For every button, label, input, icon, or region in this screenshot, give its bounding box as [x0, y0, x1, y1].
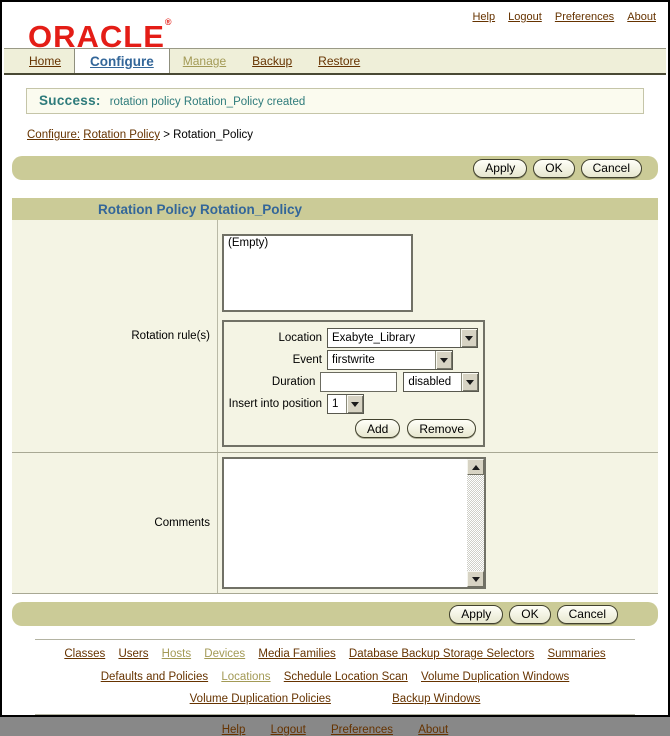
arrow-up-icon	[472, 465, 480, 470]
comments-textarea[interactable]	[222, 457, 486, 589]
header	[2, 2, 668, 54]
position-select[interactable]	[327, 394, 364, 414]
form-header	[12, 198, 658, 220]
chevron-down-icon	[440, 358, 448, 363]
breadcrumb-link-configure[interactable]: Configure:	[27, 129, 81, 141]
footer-link-backup-windows[interactable]: Backup Windows	[392, 693, 481, 705]
breadcrumb-link-rotation-policy[interactable]: Rotation Policy	[83, 129, 160, 141]
location-select-button[interactable]	[460, 329, 477, 347]
footer-links-row-1	[2, 646, 668, 663]
add-button[interactable]: Add	[355, 419, 400, 438]
footer-link-volume-duplication-windows[interactable]: Volume Duplication Windows	[421, 670, 570, 683]
footer-link-schedule-location-scan[interactable]: Schedule Location Scan	[283, 670, 408, 683]
position-row	[224, 394, 479, 414]
location-row	[224, 328, 479, 348]
listbox-empty-text: (Empty)	[228, 237, 269, 249]
success-banner	[26, 88, 644, 114]
form-body	[12, 220, 658, 594]
comments-field	[218, 453, 658, 593]
duration-row	[224, 372, 479, 392]
success-prefix: Success:	[39, 93, 101, 108]
ok-button-bottom[interactable]: OK	[509, 605, 550, 624]
position-label: Insert into position	[228, 398, 322, 410]
position-select-button[interactable]	[346, 395, 363, 413]
page-title: Rotation Policy Rotation_Policy	[98, 201, 303, 217]
duration-input[interactable]	[320, 372, 397, 392]
duration-unit-select[interactable]	[403, 372, 479, 392]
footer-link-volume-duplication-policies[interactable]: Volume Duplication Policies	[189, 693, 331, 705]
tab-backup-label[interactable]: Backup	[252, 54, 293, 68]
breadcrumb	[27, 129, 668, 141]
success-message: rotation policy Rotation_Policy created	[109, 96, 306, 108]
apply-button-top[interactable]: Apply	[473, 159, 527, 178]
header-links	[462, 11, 656, 23]
header-link-logout[interactable]: Logout	[508, 11, 542, 23]
location-label: Location	[278, 332, 322, 344]
footer-links-row-2	[2, 669, 668, 686]
cancel-button-bottom[interactable]: Cancel	[557, 605, 618, 624]
footer-link-db-backup-storage-selectors[interactable]: Database Backup Storage Selectors	[348, 648, 535, 660]
footer-utility-links	[2, 724, 668, 736]
registered-mark-icon: ®	[164, 17, 172, 27]
event-select-value: firstwrite	[332, 354, 375, 366]
ok-button-top[interactable]: OK	[533, 159, 574, 178]
rule-entry-box	[222, 320, 485, 447]
tab-backup[interactable]	[239, 49, 305, 73]
location-select-value: Exabyte_Library	[332, 332, 416, 344]
event-row	[224, 350, 479, 370]
footer-link-classes[interactable]: Classes	[64, 648, 106, 660]
oracle-logo-text: ORACLE	[28, 19, 165, 54]
event-select[interactable]	[327, 350, 453, 370]
footer-link-users[interactable]: Users	[118, 648, 149, 660]
tab-manage[interactable]	[170, 49, 239, 73]
location-select[interactable]	[327, 328, 478, 348]
footer-link-hosts[interactable]: Hosts	[161, 648, 192, 660]
tab-manage-label[interactable]: Manage	[182, 54, 227, 68]
breadcrumb-separator: >	[163, 129, 170, 141]
cancel-button-top[interactable]: Cancel	[581, 159, 642, 178]
footer-link-logout[interactable]: Logout	[270, 723, 306, 736]
footer-link-devices[interactable]: Devices	[204, 648, 246, 660]
duration-unit-value: disabled	[408, 376, 452, 388]
position-select-value: 1	[332, 398, 339, 410]
comments-scrollbar[interactable]	[467, 459, 484, 587]
tab-home-label[interactable]: Home	[29, 54, 62, 68]
footer-link-summaries[interactable]: Summaries	[547, 648, 606, 660]
event-select-button[interactable]	[435, 351, 452, 369]
tab-restore[interactable]	[305, 49, 373, 73]
rotation-rules-label: Rotation rule(s)	[12, 220, 218, 452]
rotation-policy-form	[12, 198, 658, 594]
arrow-down-icon	[472, 577, 480, 582]
rotation-rules-row	[12, 220, 658, 452]
footer-divider-bottom	[35, 714, 635, 715]
scrollbar-up-button[interactable]	[467, 459, 484, 475]
chevron-down-icon	[466, 380, 474, 385]
duration-label: Duration	[271, 376, 316, 388]
rotation-rules-fields	[218, 220, 658, 452]
rotation-rules-listbox[interactable]	[222, 234, 413, 312]
top-action-bar	[12, 156, 658, 180]
footer-link-locations[interactable]: Locations	[221, 670, 271, 683]
chevron-down-icon	[351, 402, 359, 407]
tab-restore-label[interactable]: Restore	[318, 54, 361, 68]
comments-label: Comments	[12, 453, 218, 593]
event-label: Event	[292, 354, 322, 366]
footer-link-preferences[interactable]: Preferences	[330, 723, 393, 736]
footer-link-media-families[interactable]: Media Families	[258, 648, 336, 660]
footer-link-help[interactable]: Help	[221, 723, 246, 736]
remove-button[interactable]: Remove	[407, 419, 476, 438]
scrollbar-down-button[interactable]	[467, 571, 484, 587]
footer-divider-top	[35, 639, 635, 640]
breadcrumb-current: Rotation_Policy	[173, 129, 254, 141]
tab-configure-label[interactable]: Configure	[90, 53, 154, 69]
duration-unit-select-button[interactable]	[461, 373, 478, 391]
footer-links-row-3	[2, 691, 668, 708]
rule-buttons	[224, 419, 479, 438]
oracle-logo	[28, 5, 172, 54]
header-link-help[interactable]: Help	[472, 11, 496, 23]
apply-button-bottom[interactable]: Apply	[449, 605, 503, 624]
chevron-down-icon	[465, 336, 473, 341]
comments-row	[12, 452, 658, 593]
footer-link-defaults-and-policies[interactable]: Defaults and Policies	[100, 670, 209, 683]
bottom-action-bar	[12, 602, 658, 626]
header-link-about[interactable]: About	[627, 11, 656, 23]
scrollbar-track[interactable]	[467, 475, 484, 571]
footer-link-about[interactable]: About	[418, 723, 449, 736]
header-link-preferences[interactable]: Preferences	[554, 11, 615, 23]
